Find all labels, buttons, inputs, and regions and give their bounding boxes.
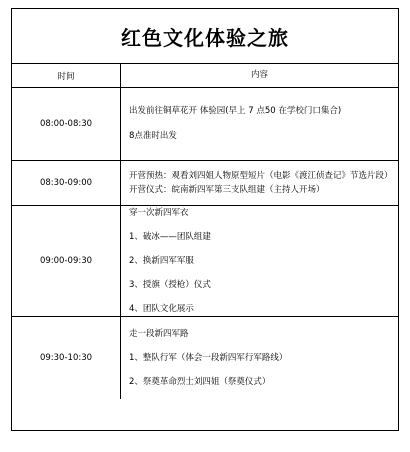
content-line: 1、破冰——团队组建 [129,231,211,242]
content-line: 2、祭奠革命烈士刘四姐（祭奠仪式） [129,376,271,387]
content-line: 走一段新四军路 [129,328,189,339]
content-line: 出发前往铜草花开 体验园(早上 7 点50 在学校门口集合) [129,106,342,116]
content-line: 8点准时出发 [129,131,177,141]
page-title: 红色文化体验之旅 [12,9,398,64]
content-line: 开营预热：观看刘四姐人物原型短片（电影《渡江侦查记》节选片段） [129,170,393,181]
header-content: 内容 [121,64,399,88]
header-time: 时间 [12,64,121,88]
row-content [121,161,399,206]
content-line: 1、整队行军（体会一段新四军行军路线） [129,352,288,363]
table-header-row [12,64,398,88]
row-time: 09:00-09:30 [12,206,121,317]
row-content [121,206,399,317]
content-line: 穿一次新四军衣 [129,207,189,218]
row-time: 08:30-09:00 [12,161,121,206]
row-content [121,88,399,161]
content-line: 开营仪式：皖南新四军第三支队组建（主持人开场） [129,184,325,195]
schedule-sheet [11,8,399,431]
row-time: 08:00-08:30 [12,88,121,161]
row-time: 09:30-10:30 [12,317,121,400]
content-line: 4、团队文化展示 [129,303,194,314]
schedule-table [12,64,398,399]
table-row [12,206,398,317]
table-row [12,317,398,400]
table-row [12,161,398,206]
table-row [12,88,398,161]
content-line: 2、换新四军军服 [129,255,194,266]
content-line: 3、授旗（授枪）仪式 [129,279,211,290]
row-content [121,317,399,400]
